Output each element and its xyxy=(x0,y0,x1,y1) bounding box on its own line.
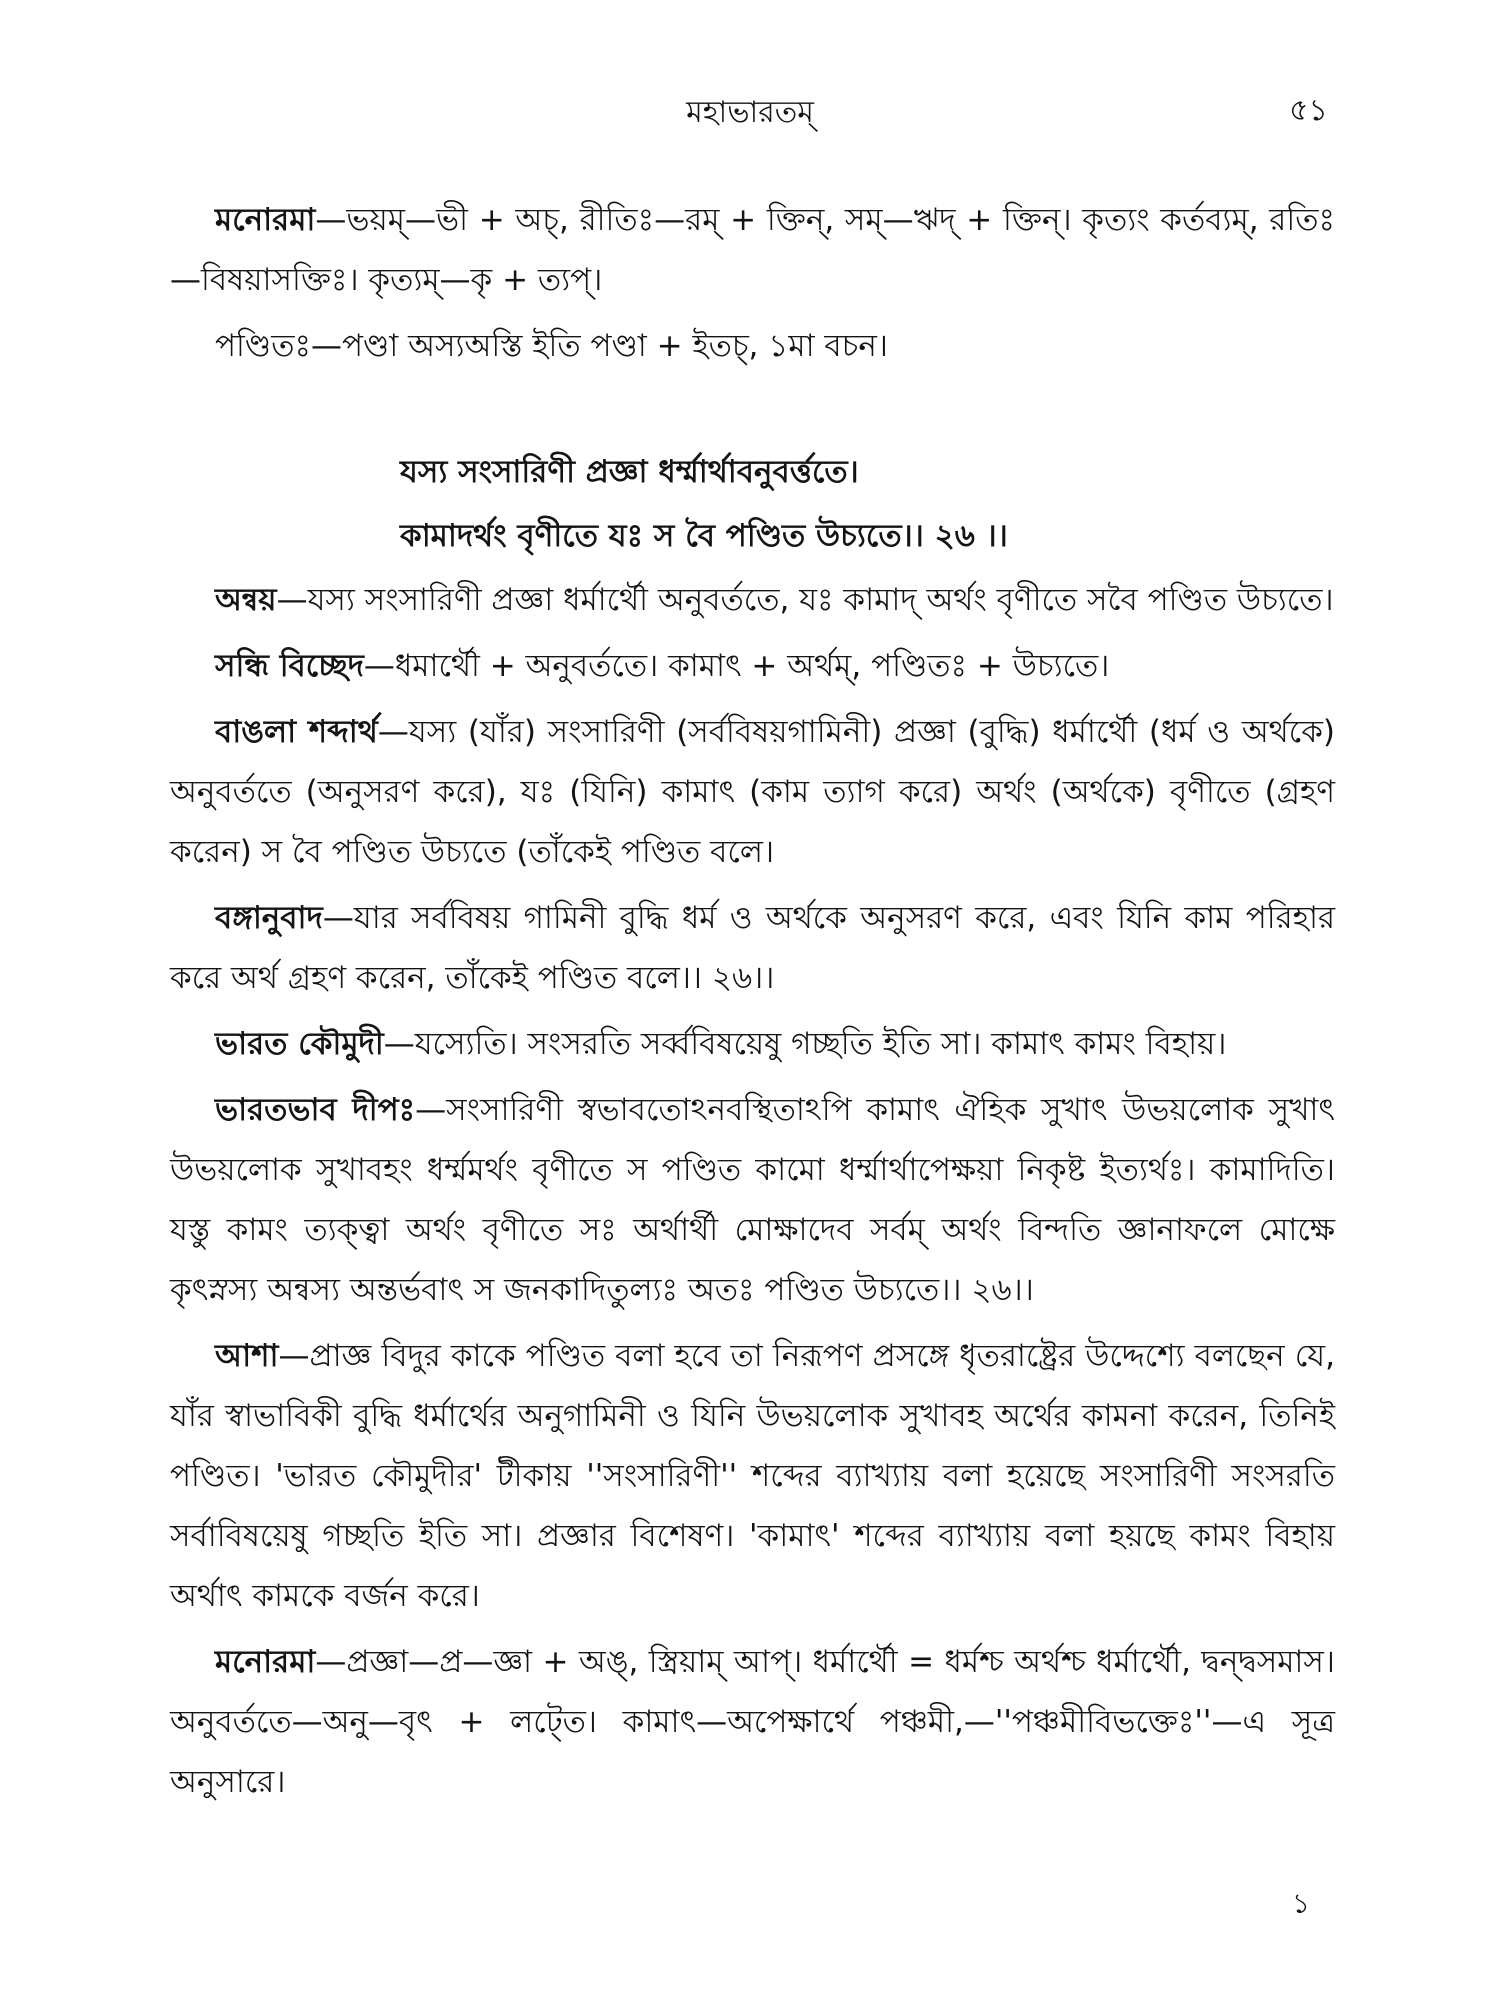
section-manorama-2 xyxy=(170,1632,1335,1812)
section-text: —যস্য সংসারিণী প্রজ্ঞা ধর্মার্থৌ অনুবর্ততে, যঃ কামাদ্ অর্থং বৃণীতে সবৈ পণ্ডিত উচ্যতে। xyxy=(276,582,1334,618)
note-paragraph-manorama xyxy=(170,190,1335,310)
section-sandhi-bichchhed xyxy=(170,636,1335,696)
section-bangla-shabdartha xyxy=(170,702,1335,882)
section-text: —প্রজ্ঞা—প্র—জ্ঞা + অঙ্, স্ত্রিয়াম্ আপ্। ধর্মার্থৌ = ধর্মশ্চ অর্থশ্চ ধর্মার্থৌ, দ্বন্দ্বসমাস। অনুবর্ততে—অনু—বৃৎ + লট্তে। কামাৎ—অপেক্ষার্থে পঞ্চমী,—''পঞ্চমীবিভক্তেঃ''—এ সূত্র অনুসারে। xyxy=(170,1644,1335,1800)
section-banganubad xyxy=(170,888,1335,1008)
note-paragraph-pandita xyxy=(170,316,1335,376)
section-asha xyxy=(170,1326,1335,1626)
section-text: —ধমার্থৌ + অনুবর্ততে। কামাৎ + অর্থম্, পণ্ডিতঃ + উচ্যতে। xyxy=(363,648,1110,684)
section-label: অন্বয় xyxy=(215,582,277,618)
section-label: ভারত কৌমুদী xyxy=(215,1026,384,1062)
section-label: সন্ধি বিচ্ছেদ xyxy=(215,648,364,684)
verse-line-2: কামাদর্থং বৃণীতে যঃ স বৈ পণ্ডিত উচ্যতে।। ২৬ ।। xyxy=(400,518,1008,554)
section-label: আশা xyxy=(215,1338,279,1374)
note-text: পণ্ডিতঃ—পণ্ডা অস্যঅস্তি ইতি পণ্ডা + ইতচ্, ১মা বচন। xyxy=(215,328,889,364)
section-label: বাঙলা শব্দার্থ xyxy=(215,714,378,750)
page-number: ৫১ xyxy=(1289,93,1328,128)
note-text: —ভয়ম্—ভী + অচ্, রীতিঃ—রম্ + ক্তিন্, সম্—ঋদ্ + ক্তিন্। কৃত্যং কর্তব্যম্, রতিঃ—বিষয়াসক্তিঃ। কৃত্যম্—কৃ + ত্যপ্। xyxy=(170,202,1335,298)
verse-line-1: যস্য সংসারিণী প্রজ্ঞা ধর্ম্মার্থাবনুবর্ত্ততে। xyxy=(400,454,859,490)
section-text: —যস্যেতি। সংসরতি সর্ব্ববিষয়েষু গচ্ছতি ইতি সা। কামাৎ কামং বিহায়। xyxy=(383,1026,1227,1062)
section-text: —যার সর্ববিষয় গামিনী বুদ্ধি ধর্ম ও অর্থকে অনুসরণ করে, এবং যিনি কাম পরিহার করে অর্থ গ্রহণ করেন, তাঁকেই পণ্ডিত বলে।। ২৬।। xyxy=(170,900,1335,996)
section-label: বঙ্গানুবাদ xyxy=(215,900,323,936)
section-text: —প্রাজ্ঞ বিদুর কাকে পণ্ডিত বলা হবে তা নিরূপণ প্রসঙ্গে ধৃতরাষ্ট্রের উদ্দেশ্যে বলছেন যে, যাঁর স্বাভাবিকী বুদ্ধি ধর্মার্থের অনুগামিনী ও যিনি উভয়লোক সুখাবহ অর্থের কামনা করেন, তিনিই পণ্ডিত। 'ভারত কৌমুদীর' টীকায় ''সংসারিণী'' শব্দের ব্যাখ্যায় বলা হয়েছে সংসারিণী সংসরতি সর্বাবিষয়েষু গচ্ছতি ইতি সা। প্রজ্ঞার বিশেষণ। 'কামাৎ' শব্দের ব্যাখ্যায় বলা হয়ছে কামং বিহায় অর্থাৎ কামকে বর্জন করে। xyxy=(170,1338,1335,1614)
section-anvaya xyxy=(170,570,1335,630)
running-title: মহাভারতম্ xyxy=(686,95,814,130)
section-text: —সংসারিণী স্বভাবতোঽনবস্থিতাঽপি কামাৎ ঐহিক সুখাৎ উভয়লোক সুখাৎ উভয়লোক সুখাবহং ধর্ম্মমর্থং বৃণীতে স পণ্ডিত কামো ধর্ম্মার্থাপেক্ষয়া নিকৃষ্ট ইত্যর্থঃ। কামাদিতি। যস্তু কামং ত্যক্ত্বা অর্থং বৃণীতে সঃ অর্থার্থী মোক্ষাদেব সর্বম্ অর্থং বিন্দতি জ্ঞানাফলে মোক্ষে কৃৎস্নস্য অন্বস্য অন্তর্ভবাৎ স জনকাদিতুল্যঃ অতঃ পণ্ডিত উচ্যতে।। ২৬।। xyxy=(170,1092,1335,1308)
note-label: মনোরমা xyxy=(215,202,316,238)
section-text: —যস্য (যাঁর) সংসারিণী (সর্ববিষয়গামিনী) প্রজ্ঞা (বুদ্ধি) ধর্মার্থৌ (ধর্ম ও অর্থকে) অনুবর্ততে (অনুসরণ করে), যঃ (যিনি) কামাৎ (কাম ত্যাগ করে) অর্থং (অর্থকে) বৃণীতে (গ্রহণ করেন) স বৈ পণ্ডিত উচ্যতে (তাঁকেই পণ্ডিত বলে। xyxy=(170,714,1335,870)
section-label: মনোরমা xyxy=(215,1644,316,1680)
footer-signature-mark: ১ xyxy=(1291,1887,1310,1920)
page-body xyxy=(170,190,1335,1818)
section-bharatbhav-dipa xyxy=(170,1080,1335,1320)
section-bharat-kaumudi xyxy=(170,1014,1335,1074)
section-label: ভারতভাব দীপঃ xyxy=(215,1092,416,1128)
page-header xyxy=(0,82,1500,142)
